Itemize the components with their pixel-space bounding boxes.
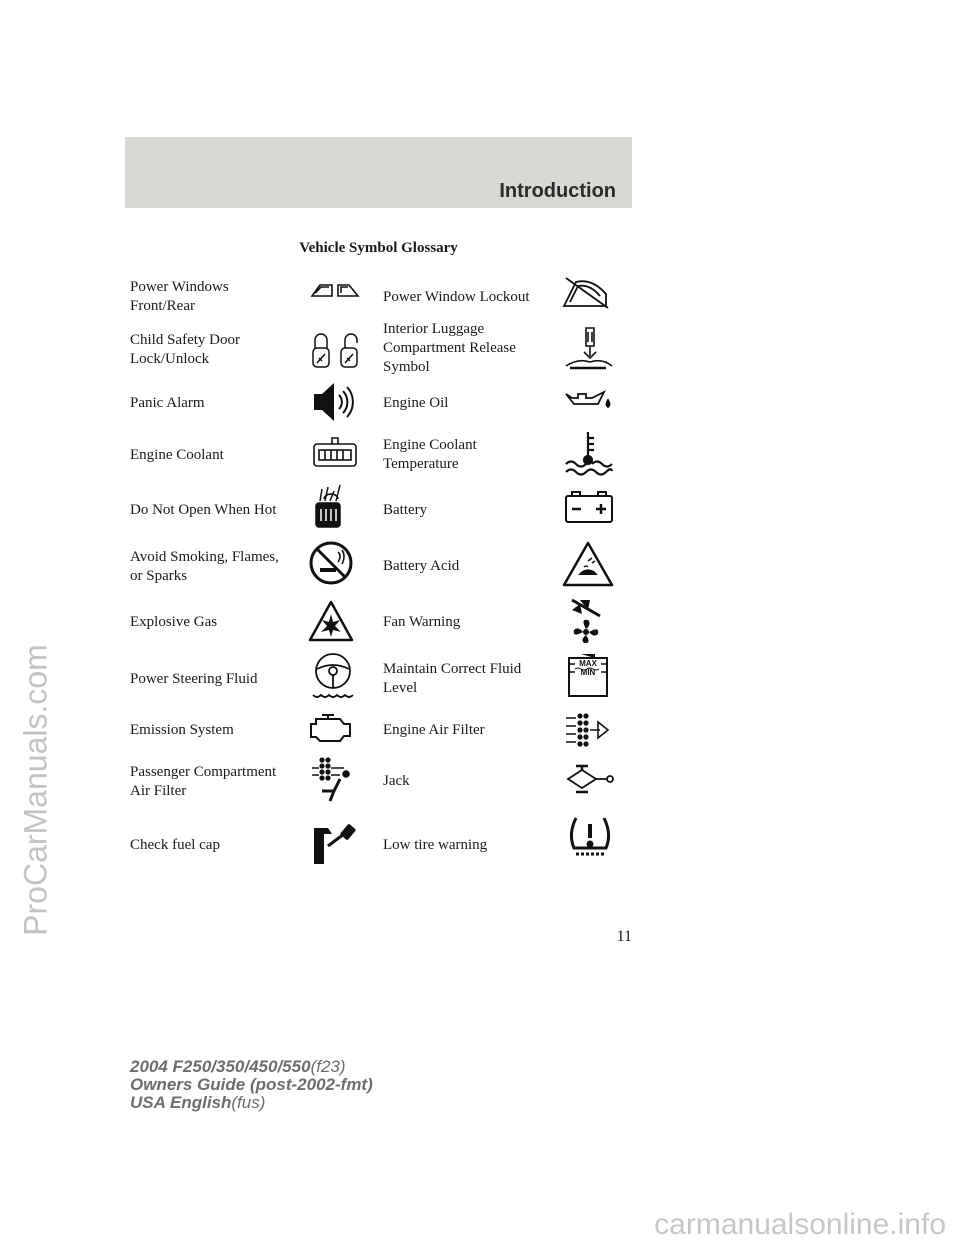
panic-alarm-icon [312, 379, 358, 425]
glossary-label-window-lockout: Power Window Lockout [383, 289, 530, 305]
do-not-open-hot-icon [312, 483, 344, 529]
coolant-temp-icon [564, 430, 612, 474]
header-band [125, 137, 632, 208]
glossary-label-fluid-level: Maintain Correct Fluid Level [383, 661, 522, 696]
glossary-label-child-lock: Child Safety Door Lock/Unlock [130, 332, 240, 367]
window-lockout-icon [562, 276, 612, 310]
fan-warning-icon [566, 596, 606, 644]
cabin-air-filter-icon [310, 757, 356, 803]
footer-document-info [130, 1058, 373, 1112]
footer-language: USA English [130, 1093, 232, 1112]
jack-icon [562, 764, 614, 794]
no-smoking-icon [308, 540, 354, 586]
watermark-left-text: ProCarManuals.com [17, 644, 54, 936]
glossary-label-panic-alarm: Panic Alarm [130, 395, 205, 411]
glossary-label-engine-air-filter: Engine Air Filter [383, 722, 485, 738]
glossary-label-engine-oil: Engine Oil [383, 395, 449, 411]
glossary-label-battery: Battery [383, 502, 428, 518]
glossary-label-do-not-open: Do Not Open When Hot [130, 502, 277, 518]
battery-acid-icon [562, 541, 614, 587]
fluid-level-icon [565, 652, 611, 698]
glossary-label-emission-system: Emission System [130, 722, 234, 738]
watermark-left [16, 644, 56, 936]
glossary-title: Vehicle Symbol Glossary [299, 240, 458, 256]
glossary-label-engine-coolant: Engine Coolant [130, 447, 224, 463]
glossary-label-power-windows: Power Windows Front/Rear [130, 279, 229, 314]
glossary-label-cabin-air-filter: Passenger Compartment Air Filter [130, 764, 277, 799]
battery-icon [564, 490, 614, 524]
glossary-label-no-smoking: Avoid Smoking, Flames, or Sparks [130, 549, 279, 584]
glossary-label-fan-warning: Fan Warning [383, 614, 461, 630]
glossary-label-trunk-release: Interior Luggage Compartment Release Symbol [383, 321, 516, 375]
page-number: 11 [616, 928, 632, 945]
fluid-min-label: MIN [580, 668, 596, 677]
glossary-label-low-tire: Low tire warning [383, 837, 488, 853]
glossary-label-coolant-temp: Engine Coolant Temperature [383, 437, 477, 472]
glossary-label-jack: Jack [383, 773, 410, 789]
glossary-label-explosive-gas: Explosive Gas [130, 614, 218, 630]
emission-system-icon [308, 711, 354, 745]
glossary-label-battery-acid: Battery Acid [383, 558, 460, 574]
footer-model: 2004 F250/350/450/550 [130, 1057, 311, 1076]
steering-fluid-icon [310, 651, 356, 701]
power-windows-icon [310, 282, 362, 298]
fluid-max-label: MAX [579, 659, 597, 668]
low-tire-icon [566, 814, 614, 858]
fuel-cap-icon [310, 822, 358, 866]
section-title: Introduction [499, 180, 616, 202]
footer-guide: Owners Guide (post-2002-fmt) [130, 1075, 373, 1094]
trunk-release-icon [564, 326, 614, 372]
glossary-label-fuel-cap: Check fuel cap [130, 837, 220, 853]
explosive-gas-icon [308, 600, 354, 642]
watermark-bottom: carmanualsonline.info [654, 1208, 946, 1241]
footer-language-code: (fus) [231, 1093, 266, 1112]
child-safety-lock-icon [310, 330, 362, 370]
glossary-label-steering-fluid: Power Steering Fluid [130, 671, 258, 687]
engine-air-filter-icon [564, 712, 612, 748]
engine-coolant-icon [312, 436, 358, 468]
footer-model-code: (f23) [310, 1057, 346, 1076]
engine-oil-icon [564, 388, 614, 412]
